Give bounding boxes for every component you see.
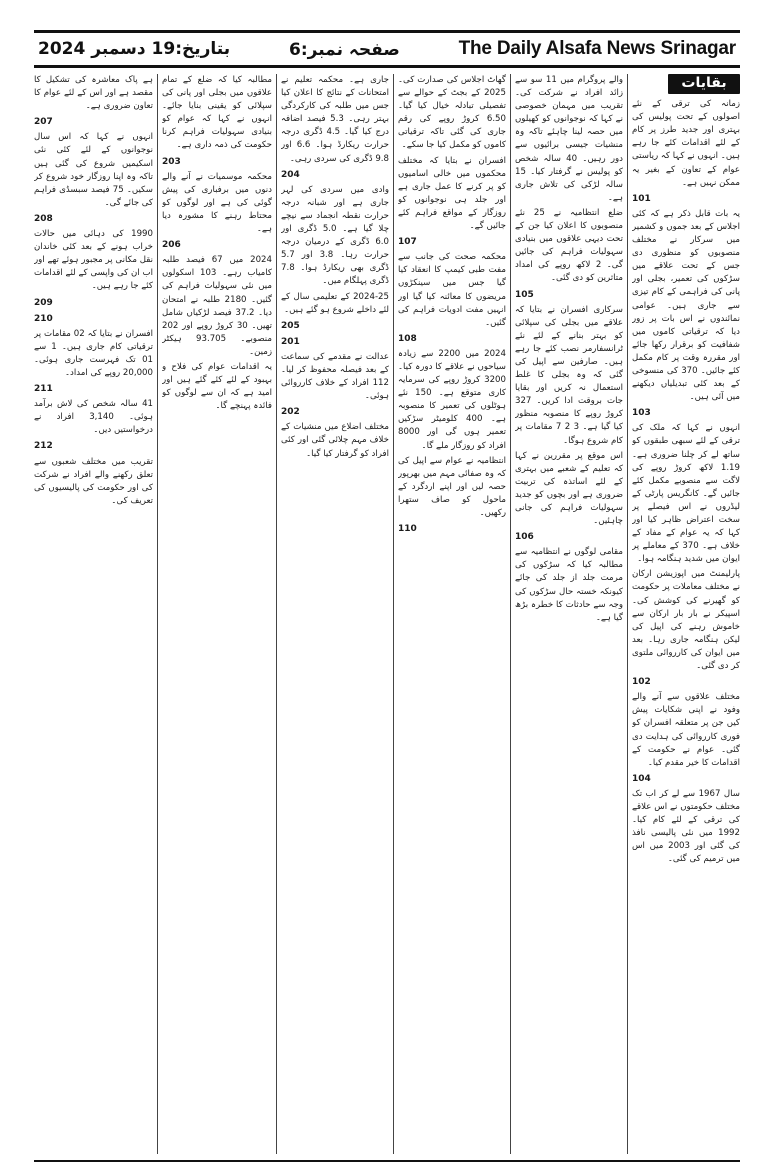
article-paragraph: 2024 میں 2200 سے زیادہ سیاحوں نے علاقے کا دورہ کیا۔ 3200 کروڑ روپے کی سرمایہ کاری متوقع ہے۔ 150 نئے ہوٹلوں کی تعمیر کا منصوبہ ہے۔ 400 کلومیٹر سڑکیں تعمیر ہوں گی اور 8000 افراد کو روزگار ملے گا۔ (398, 348, 506, 451)
column-6 (34, 74, 153, 1154)
story-number: 105 (515, 289, 534, 300)
story-number: 202 (281, 407, 300, 418)
story-number: 107 (398, 237, 417, 248)
article-paragraph: مختلف علاقوں سے آنے والے وفود نے اپنی شکایات پیش کیں جن پر متعلقہ افسران کو فوری کارروائی کی ہدایت دی گئی۔ عوام نے حکومت کے اقدامات کا خیر مقدم کیا۔ (632, 692, 740, 768)
story-number: 212 (34, 441, 53, 452)
story-number: 208 (34, 213, 53, 224)
story-number: 106 (515, 532, 534, 543)
story-number: 104 (632, 773, 651, 784)
article-paragraph: اس موقع پر مقررین نے کہا کہ تعلیم کے شعبے میں بہتری کے لئے اساتذہ کی تربیت ضروری ہے اور بچوں کو جدید سہولیات فراہم کی جانی چاہئیں۔ (515, 450, 623, 527)
article-paragraph: زمانہ کی ترقی کے نئے اصولوں کے تحت پولیس کی بہتری اور جدید طرز پر کام کے لئے اقدامات کئے جا رہے ہیں۔ انہوں نے کہا کہ ریاستی عوام کے تعاون کے بغیر یہ ممکن نہیں ہے۔ (632, 99, 740, 188)
story-number: 203 (162, 156, 181, 167)
newspaper-page (34, 74, 740, 1154)
story-number: 211 (34, 384, 53, 395)
masthead-bar (34, 30, 740, 68)
story-number: 207 (34, 117, 53, 128)
column-5 (162, 74, 272, 1154)
page-number: صفحہ نمبر:6 (289, 39, 400, 60)
article-paragraph: ہے پاک معاشرہ کی تشکیل کا مقصد ہے اور اس کے لئے عوام کا تعاون ضروری ہے۔ (34, 75, 153, 112)
story-number: 210 (34, 313, 53, 324)
article-paragraph: انہوں نے کہا کہ ملک کی ترقی کے لئے سبھی طبقوں کو ساتھ لے کر چلنا ضروری ہے۔ 1.19 لاکھ کروڑ روپے کی لاگت سے منصوبے مکمل کئے جائیں گے۔ کانگریس پارٹی کے لیڈروں نے اس فیصلے پر سخت اعتراض ظاہر کیا اور کہا کہ یہ عوام کے مفاد کے خلاف ہے۔ 370 کے معاملے پر ایوان میں شدید ہنگامہ ہوا۔ (632, 423, 740, 565)
article-paragraph: محکمہ موسمیات نے آنے والے دنوں میں برفباری کی پیش گوئی کی ہے اور لوگوں کو محتاط رہنے کا مشورہ دیا ہے۔ (162, 171, 272, 235)
article-paragraph: مقامی لوگوں نے انتظامیہ سے مطالبہ کیا کہ سڑکوں کی مرمت جلد از جلد کی جائے کیونکہ خستہ حال سڑکوں کی وجہ سے حادثات کا خطرہ بڑھ گیا ہے۔ (515, 547, 623, 623)
column-1 (632, 74, 740, 1154)
column-divider (627, 74, 628, 1154)
article-paragraph: سرکاری افسران نے بتایا کہ علاقے میں بجلی کی سپلائی کو بہتر بنانے کے لئے نئے ٹرانسفارمر نصب کئے جا رہے ہیں۔ صارفین سے اپیل کی گئی کہ وہ بجلی کا غلط استعمال نہ کریں اور بقایا جات بروقت ادا کریں۔ 327 کروڑ روپے کا منصوبہ منظور کیا گیا ہے۔ 3 2 7 مقامات پر کام شروع ہوگا۔ (515, 304, 623, 446)
article-paragraph: محکمہ صحت کی جانب سے مفت طبی کیمپ کا انعقاد کیا گیا جس میں سینکڑوں مریضوں کا معائنہ کیا گیا اور انہیں مفت ادویات فراہم کی گئیں۔ (398, 252, 506, 328)
article-paragraph: افسران نے بتایا کہ مختلف محکموں میں خالی اسامیوں کو پر کرنے کا عمل جاری ہے اور جلد ہی نوجوانوں کو روزگار کے مواقع فراہم کئے جائیں گے۔ (398, 155, 506, 232)
column-3 (398, 74, 506, 1154)
column-4 (281, 74, 389, 1154)
column-2 (515, 74, 623, 1154)
story-number: 209 (34, 297, 53, 308)
story-number: 206 (162, 240, 181, 251)
column-divider (393, 74, 394, 1154)
article-paragraph: ضلع انتظامیہ نے 25 نئے منصوبوں کا اعلان کیا جن کے تحت دیہی علاقوں میں بنیادی سہولیات فراہم کی جائیں گی۔ 2 لاکھ روپے کی امداد متاثرین کو دی گئی۔ (515, 207, 623, 284)
column-divider (157, 74, 158, 1154)
article-paragraph: مطالبہ کیا کہ ضلع کے تمام علاقوں میں بجلی اور پانی کی سپلائی کو یقینی بنایا جائے۔ انہوں نے کہا کہ عوام کو بنیادی سہولیات فراہم کرنا حکومت کی ذمہ داری ہے۔ (162, 75, 272, 151)
story-number: 110 (398, 524, 417, 535)
issue-date: بتاریخ:19 دسمبر 2024 (38, 39, 231, 59)
article-paragraph: 41 سالہ شخص کی لاش برآمد ہوئی۔ 3,140 افراد نے درخواستیں دیں۔ (34, 399, 153, 436)
article-paragraph: گھاٹ اجلاس کی صدارت کی۔ 2025 کے بجٹ کے حوالے سے تفصیلی تبادلہ خیال کیا گیا۔ 6.50 کروڑ روپے کی رقم جاری کی گئی تاکہ ترقیاتی کاموں کو مکمل کیا جا سکے۔ (398, 75, 506, 151)
article-paragraph: والے پروگرام میں 11 سو سے زائد افراد نے شرکت کی۔ تقریب میں مہمان خصوصی نے کہا کہ نوجوانوں کو کھیلوں میں حصہ لینا چاہئے تاکہ وہ منشیات جیسی برائیوں سے دور رہیں۔ 40 سالہ شخص کو پولیس نے گرفتار کیا۔ 15 سالہ لڑکی کی تلاش جاری ہے۔ (515, 75, 623, 203)
newspaper-title: The Daily Alsafa News Srinagar (458, 38, 736, 59)
article-paragraph: وادی میں سردی کی لہر جاری ہے اور شبانہ درجہ حرارت نقطہ انجماد سے نیچے چلا گیا ہے۔ 5.0 ڈگری اور 6.0 ڈگری کے درمیان درجہ حرارت رہا۔ 3.8 اور 5.7 ڈگری بھی ریکارڈ ہوا۔ 7.8 ڈگری پہلگام میں۔ (281, 184, 389, 287)
story-number: 102 (632, 677, 651, 688)
story-number: 101 (632, 193, 651, 204)
article-paragraph: سال 1967 سے لے کر اب تک مختلف حکومتوں نے اس علاقے کی ترقی کے لئے کام کیا۔ 1992 میں نئی پالیسی نافذ کی گئی اور 2003 میں اس میں ترمیم کی گئی۔ (632, 788, 740, 865)
article-paragraph: عدالت نے مقدمے کی سماعت کے بعد فیصلہ محفوظ کر لیا۔ 112 افراد کے خلاف کارروائی ہوئی۔ (281, 351, 389, 402)
section-banner: بقایات (668, 74, 740, 94)
article-paragraph: مختلف اضلاع میں منشیات کے خلاف مہم چلائی گئی اور کئی افراد کو گرفتار کیا گیا۔ (281, 422, 389, 459)
column-divider (510, 74, 511, 1154)
article-paragraph: 2024 میں 67 فیصد طلبہ کامیاب رہے۔ 103 اسکولوں میں نئی سہولیات فراہم کی گئیں۔ 2180 طلبہ نے امتحان دیا۔ 37.2 فیصد لڑکیاں شامل تھیں۔ 30 کروڑ روپے اور 202 منصوبے۔ 93.705 ہیکٹر زمین۔ (162, 255, 272, 357)
story-number: 205 (281, 320, 300, 331)
story-number: 201 (281, 336, 300, 347)
article-paragraph: تقریب میں مختلف شعبوں سے تعلق رکھنے والے افراد نے شرکت کی اور حکومت کی پالیسیوں کی تعریف کی۔ (34, 456, 153, 506)
article-paragraph: 1990 کی دہائی میں حالات خراب ہونے کے بعد کئی خاندان نقل مکانی پر مجبور ہوئے تھے اور اب ان کی واپسی کے لئے اقدامات کئے جا رہے ہیں۔ (34, 229, 153, 292)
article-paragraph: یہ بات قابل ذکر ہے کہ کئی اجلاس کے بعد جموں و کشمیر میں سرکار نے مختلف منصوبوں کو منظوری دی جس کے تحت علاقے میں سڑکوں کی تعمیر، بجلی اور پانی کی فراہمی کے کام تیزی سے جاری ہیں۔ عوامی نمائندوں نے اس بات پر زور دیا کہ ترقیاتی کاموں میں شفافیت کو برقرار رکھا جائے اور مقررہ وقت پر کام مکمل کئے جائیں۔ 370 کی منسوخی کے بعد کئی تبدیلیاں دیکھنے میں آئی ہیں۔ (632, 208, 740, 403)
story-number: 204 (281, 169, 300, 180)
story-number: 103 (632, 408, 651, 419)
bottom-rule (34, 1160, 740, 1162)
article-paragraph: یہ اقدامات عوام کی فلاح و بہبود کے لئے کئے گئے ہیں اور امید ہے کہ ان سے لوگوں کو فائدہ پہنچے گا۔ (162, 361, 272, 412)
article-paragraph: انتظامیہ نے عوام سے اپیل کی کہ وہ صفائی مہم میں بھرپور حصہ لیں اور اپنے اردگرد کے ماحول کو صاف ستھرا رکھیں۔ (398, 455, 506, 518)
column-divider (276, 74, 277, 1154)
story-number: 108 (398, 333, 417, 344)
article-paragraph: جاری ہے۔ محکمہ تعلیم نے امتحانات کے نتائج کا اعلان کیا جس میں طلبہ کی کارکردگی بہتر رہی۔ 5.3 فیصد اضافہ درج کیا گیا۔ 4.5 ڈگری درجہ حرارت ریکارڈ ہوا۔ 6.6 اور 9.8 ڈگری کی سردی رہی۔ (281, 75, 389, 164)
article-paragraph: انہوں نے کہا کہ اس سال نوجوانوں کے لئے کئی نئی اسکیمیں شروع کی گئی ہیں تاکہ وہ اپنا روزگار خود شروع کر سکیں۔ 75 فیصد سبسڈی فراہم کی جائے گی۔ (34, 132, 153, 208)
article-paragraph: 2024-25 کے تعلیمی سال کے لئے داخلے شروع ہو گئے ہیں۔ (281, 291, 389, 315)
article-paragraph: پارلیمنٹ میں اپوزیشن ارکان نے مختلف معاملات پر حکومت کو گھیرنے کی کوشش کی۔ اسپیکر نے بار بار ارکان سے خاموش رہنے کی اپیل کی لیکن ہنگامہ جاری رہا۔ بعد میں ایوان کی کارروائی ملتوی کر دی گئی۔ (632, 569, 740, 672)
article-paragraph: افسران نے بتایا کہ 02 مقامات پر ترقیاتی کام جاری ہیں۔ 1 سے 01 تک فہرست جاری ہوئی۔ 20,000 روپے کی امداد۔ (34, 328, 153, 378)
